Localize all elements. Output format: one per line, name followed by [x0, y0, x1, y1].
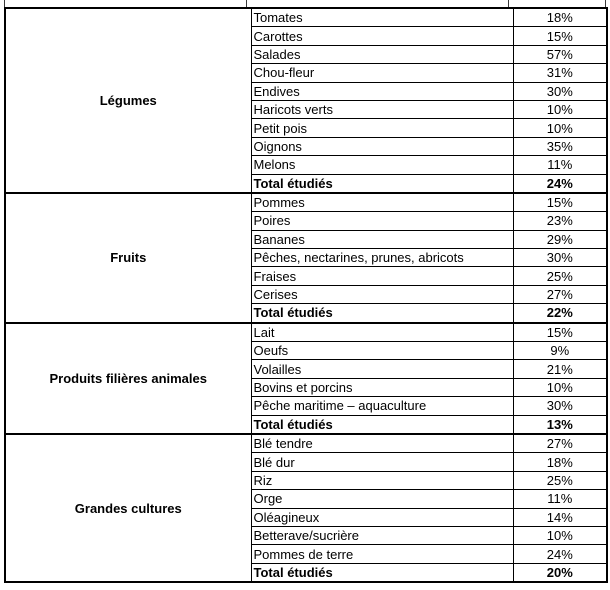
total-label-cell: Total étudiés	[251, 415, 513, 434]
crops-study-table	[4, 7, 608, 583]
item-cell: Volailles	[251, 360, 513, 378]
value-cell: 14%	[513, 508, 607, 526]
value-cell: 10%	[513, 378, 607, 396]
table-row	[5, 193, 607, 212]
item-cell: Fraises	[251, 267, 513, 285]
item-cell: Oléagineux	[251, 508, 513, 526]
value-cell: 21%	[513, 360, 607, 378]
value-cell: 23%	[513, 212, 607, 230]
table-border-line	[508, 0, 509, 7]
item-cell: Pêches, nectarines, prunes, abricots	[251, 249, 513, 267]
category-cell: Produits filières animales	[5, 323, 251, 434]
total-value-cell: 20%	[513, 563, 607, 582]
table-section	[5, 193, 607, 323]
value-cell: 10%	[513, 119, 607, 137]
value-cell: 15%	[513, 27, 607, 45]
value-cell: 15%	[513, 323, 607, 342]
value-cell: 30%	[513, 397, 607, 415]
total-label-cell: Total étudiés	[251, 563, 513, 582]
item-cell: Bananes	[251, 230, 513, 248]
value-cell: 29%	[513, 230, 607, 248]
value-cell: 18%	[513, 453, 607, 471]
value-cell: 25%	[513, 267, 607, 285]
item-cell: Cerises	[251, 285, 513, 303]
table-border-line	[605, 0, 606, 7]
total-value-cell: 24%	[513, 174, 607, 193]
table-section	[5, 8, 607, 193]
item-cell: Lait	[251, 323, 513, 342]
item-cell: Oignons	[251, 137, 513, 155]
value-cell: 15%	[513, 193, 607, 212]
item-cell: Bovins et porcins	[251, 378, 513, 396]
item-cell: Tomates	[251, 8, 513, 27]
value-cell: 25%	[513, 471, 607, 489]
item-cell: Oeufs	[251, 342, 513, 360]
item-cell: Endives	[251, 82, 513, 100]
item-cell: Blé dur	[251, 453, 513, 471]
item-cell: Chou-fleur	[251, 64, 513, 82]
item-cell: Blé tendre	[251, 434, 513, 453]
value-cell: 11%	[513, 156, 607, 174]
category-cell: Grandes cultures	[5, 434, 251, 582]
table-row	[5, 8, 607, 27]
item-cell: Pêche maritime – aquaculture	[251, 397, 513, 415]
item-cell: Pommes	[251, 193, 513, 212]
value-cell: 57%	[513, 45, 607, 63]
value-cell: 10%	[513, 526, 607, 544]
item-cell: Carottes	[251, 27, 513, 45]
table-border-line	[4, 0, 5, 7]
value-cell: 24%	[513, 545, 607, 563]
table-section	[5, 434, 607, 582]
item-cell: Poires	[251, 212, 513, 230]
value-cell: 9%	[513, 342, 607, 360]
category-cell: Légumes	[5, 8, 251, 193]
value-cell: 30%	[513, 249, 607, 267]
table-border-line	[246, 0, 247, 7]
cropped-row-remnant	[0, 0, 610, 7]
value-cell: 18%	[513, 8, 607, 27]
total-label-cell: Total étudiés	[251, 174, 513, 193]
total-label-cell: Total étudiés	[251, 304, 513, 323]
value-cell: 35%	[513, 137, 607, 155]
item-cell: Orge	[251, 490, 513, 508]
table-section	[5, 323, 607, 434]
value-cell: 30%	[513, 82, 607, 100]
item-cell: Betterave/sucrière	[251, 526, 513, 544]
value-cell: 11%	[513, 490, 607, 508]
item-cell: Petit pois	[251, 119, 513, 137]
item-cell: Melons	[251, 156, 513, 174]
category-cell: Fruits	[5, 193, 251, 323]
total-value-cell: 22%	[513, 304, 607, 323]
value-cell: 31%	[513, 64, 607, 82]
value-cell: 10%	[513, 100, 607, 118]
item-cell: Salades	[251, 45, 513, 63]
value-cell: 27%	[513, 285, 607, 303]
item-cell: Pommes de terre	[251, 545, 513, 563]
value-cell: 27%	[513, 434, 607, 453]
total-value-cell: 13%	[513, 415, 607, 434]
table-row	[5, 323, 607, 342]
item-cell: Riz	[251, 471, 513, 489]
table-row	[5, 434, 607, 453]
item-cell: Haricots verts	[251, 100, 513, 118]
